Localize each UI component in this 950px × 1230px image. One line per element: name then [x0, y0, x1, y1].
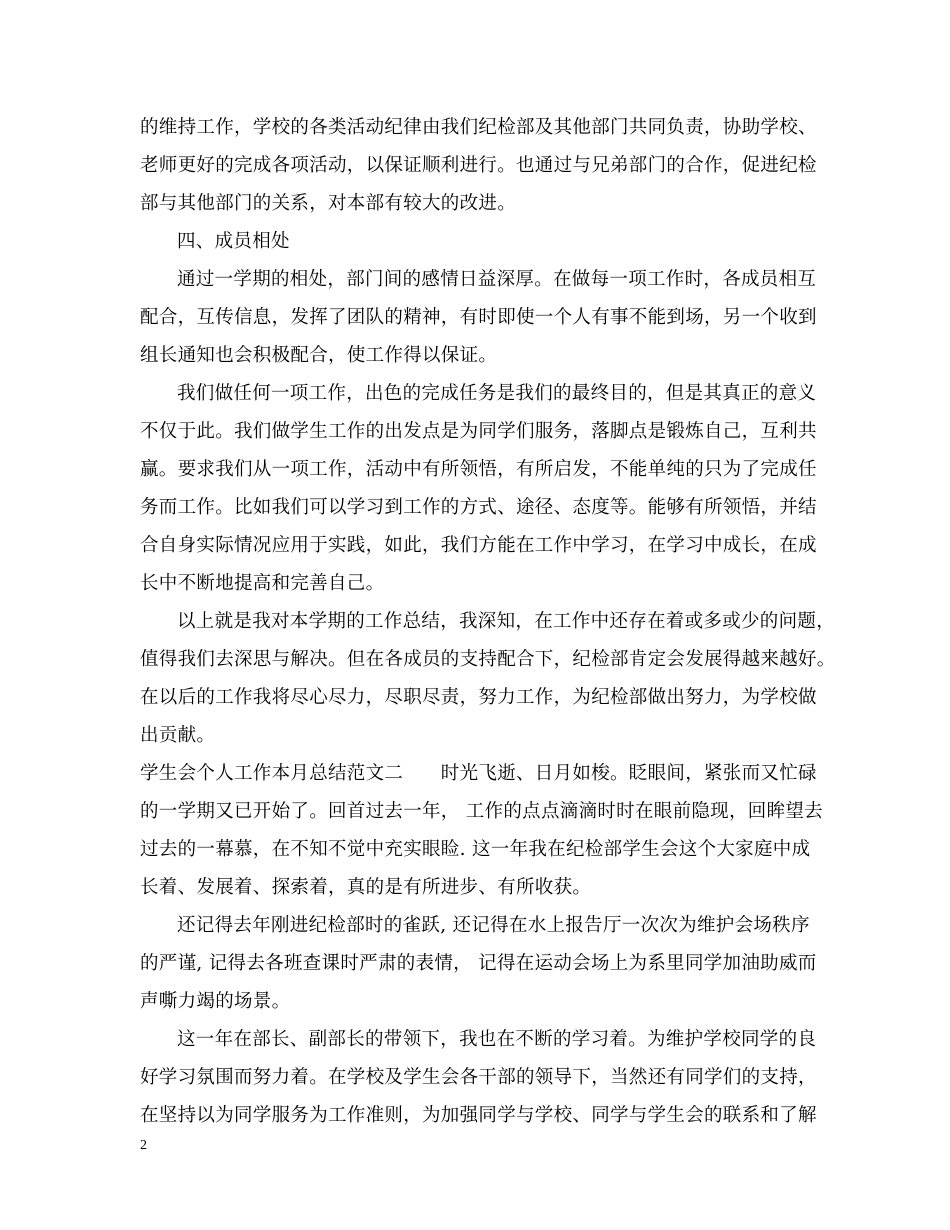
- text-line: 的严谨, 记得去各班查课时严肃的表情， 记得在运动会场上为系里同学加油助威而: [140, 953, 817, 974]
- text-line: 值得我们去深思与解决。但在各成员的支持配合下，纪检部肯定会发展得越来越好。: [140, 649, 836, 670]
- text-line: 组长通知也会积极配合，使工作得以保证。: [140, 345, 498, 366]
- text-line: 长着、发展着、探索着，真的是有所进步、有所收获。: [140, 877, 592, 898]
- text-line: 过去的一幕慕，在不知不觉中充实眼睑. 这一年我在纪检部学生会这个大家庭中成: [140, 839, 811, 860]
- text-line: 长中不断地提高和完善自己。: [140, 573, 385, 594]
- text-line: 配合，互传信息，发挥了团队的精神，有时即使一个人有事不能到场，另一个收到: [140, 307, 817, 328]
- text-line: 老师更好的完成各项活动，以保证顺利进行。也通过与兄弟部门的合作，促进纪检: [140, 155, 817, 176]
- text-line: 好学习氛围而努力着。在学校及学生会各干部的领导下，当然还有同学们的支持，: [140, 1067, 817, 1088]
- text-line: 务而工作。比如我们可以学习到工作的方式、途径、态度等。能够有所领悟，并结: [140, 497, 817, 518]
- text-line: 不仅于此。我们做学生工作的出发点是为同学们服务，落脚点是锻炼自己，互利共: [140, 421, 817, 442]
- text-line: 声嘶力竭的场景。: [140, 991, 291, 1012]
- text-line: 还记得去年刚进纪检部时的雀跃, 还记得在水上报告厅一次次为维护会场秩序: [177, 915, 810, 936]
- section-title-line: 学生会个人工作本月总结范文二 时光飞逝、日月如梭。眨眼间，紧张而又忙碌: [140, 763, 817, 784]
- text-line: 赢。要求我们从一项工作，活动中有所领悟，有所启发，不能单纯的只为了完成任: [140, 459, 817, 480]
- text-line: 出贡献。: [140, 725, 216, 746]
- text-line: 以上就是我对本学期的工作总结，我深知，在工作中还存在着或多或少的问题，: [177, 611, 836, 632]
- text-line: 合自身实际情况应用于实践，如此，我们方能在工作中学习，在学习中成长，在成: [140, 535, 817, 556]
- text-line: 在坚持以为同学服务为工作准则，为加强同学与学校、同学与学生会的联系和了解: [140, 1105, 817, 1126]
- text-line: 在以后的工作我将尽心尽力，尽职尽责，努力工作，为纪检部做出努力，为学校做: [140, 687, 817, 708]
- text-line: 我们做任何一项工作，出色的完成任务是我们的最终目的，但是其真正的意义: [177, 383, 817, 404]
- text-line: 的维持工作，学校的各类活动纪律由我们纪检部及其他部门共同负责，协助学校、: [140, 117, 817, 138]
- page-number: 2: [140, 1138, 147, 1153]
- text-line: 通过一学期的相处，部门间的感情日益深厚。在做每一项工作时，各成员相互: [177, 269, 817, 290]
- text-line: 这一年在部长、副部长的带领下，我也在不断的学习着。为维护学校同学的良: [177, 1029, 817, 1050]
- section-heading: 四、成员相处: [177, 231, 290, 252]
- text-line: 部与其他部门的关系，对本部有较大的改进。: [140, 193, 517, 214]
- text-line: 的一学期又已开始了。回首过去一年， 工作的点点滴滴时时在眼前隐现，回眸望去: [140, 801, 823, 822]
